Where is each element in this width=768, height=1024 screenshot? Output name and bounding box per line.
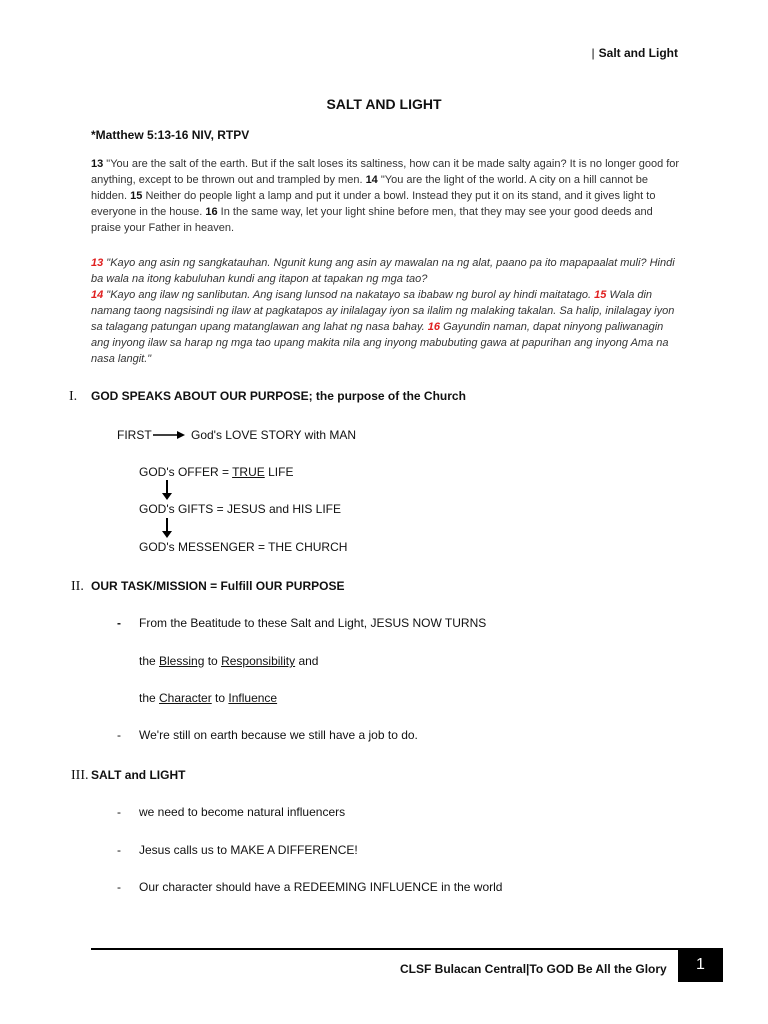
verse-reference: *Matthew 5:13-16 NIV, RTPV (91, 128, 250, 142)
bullet-dash: - (117, 616, 121, 630)
blessing-word: Blessing (159, 654, 205, 668)
section-number: I. (69, 389, 78, 404)
verse-text: "Kayo ang asin ng sangkatauhan. Ngunit kung ang asin ay mawalan na ng alat, paano pa ito mapapaalat muli? Hindi ba wala na itong kabuluhan kundi ang itapon at tapakan ng mga tao? (91, 257, 675, 285)
bullet-item: we need to become natural influencers (139, 805, 346, 819)
footer-divider (91, 948, 723, 950)
tagalog-passage (91, 255, 683, 367)
verse-number: 13 (91, 257, 104, 269)
gods-gifts-line: GOD's GIFTS = JESUS and HIS LIFE (139, 502, 342, 516)
bullet-dash: - (117, 880, 121, 894)
word: and (295, 654, 319, 668)
word: to (211, 691, 229, 705)
bullet-dash: - (117, 805, 121, 819)
section-heading-2 (71, 577, 84, 595)
offer-prefix: GOD's OFFER = (139, 465, 233, 479)
gods-offer-line (139, 465, 293, 479)
section-number: II. (71, 579, 84, 594)
character-line (139, 691, 277, 705)
english-passage (91, 156, 683, 236)
word: the (139, 691, 160, 705)
down-arrow-icon (166, 480, 168, 494)
verse-text: Gayundin naman, dapat ninyong paliwanagin ang inyong ilaw sa harap ng mga tao upang makita nila ang inyong mabubuting gawa at papurihan ang inyong Ama na nasa langit." (91, 321, 669, 365)
verse-text: "You are the light of the world. A city on a hill cannot be hidden. (91, 174, 648, 202)
verse-text: Neither do people light a lamp and put it under a bowl. Instead they put it on its stand, and it gives light to everyone in the house. (91, 190, 656, 218)
verse-number: 15 (130, 190, 143, 202)
offer-suffix: LIFE (264, 465, 294, 479)
verse-number: 16 (205, 206, 218, 218)
section-number: III. (71, 768, 89, 783)
first-label: FIRST (117, 428, 152, 442)
bullet-item: Our character should have a REDEEMING INFLUENCE in the world (139, 880, 503, 894)
verse-text: In the same way, let your light shine before men, that they may see your good deeds and praise your Father in heaven. (91, 206, 653, 234)
verse-number: 14 (91, 289, 104, 301)
verse-text: "You are the salt of the earth. But if the salt loses its saltiness, how can it be made salty again? It is no longer good for anything, except to be thrown out and trampled by men. (91, 158, 680, 186)
section-title-3: SALT and LIGHT (91, 768, 186, 782)
running-header (0, 46, 678, 60)
verse-number: 16 (427, 321, 441, 333)
document-title: SALT AND LIGHT (326, 96, 442, 112)
offer-underlined: TRUE (232, 465, 265, 479)
word: the (139, 654, 160, 668)
still-on-earth-line: We're still on earth because we still have a job to do. (139, 728, 418, 742)
section-title-1: GOD SPEAKS ABOUT OUR PURPOSE; the purpose of the Church (91, 389, 466, 403)
bullet-dash: - (117, 728, 121, 742)
influence-word: Influence (228, 691, 278, 705)
beatitude-line: From the Beatitude to these Salt and Light, JESUS NOW TURNS (139, 616, 487, 630)
bullet-dash: - (117, 843, 121, 857)
bullet-item: Jesus calls us to MAKE A DIFFERENCE! (139, 843, 358, 857)
responsibility-word: Responsibility (221, 654, 296, 668)
header-separator: | (591, 46, 595, 60)
section-heading-1 (69, 387, 77, 405)
gods-messenger-line: GOD's MESSENGER = THE CHURCH (139, 540, 348, 554)
footer-text: CLSF Bulacan Central|To GOD Be All the Glory (400, 962, 667, 976)
verse-number: 15 (594, 289, 607, 301)
character-word: Character (159, 691, 212, 705)
verse-text: "Kayo ang ilaw ng sanlibutan. Ang isang lunsod na nakatayo sa ibabaw ng burol ay hindi maitatago. (103, 289, 595, 301)
section-title-2: OUR TASK/MISSION = Fulfill OUR PURPOSE (91, 579, 345, 593)
down-arrow-icon (166, 518, 168, 532)
love-story-text: God's LOVE STORY with MAN (191, 428, 357, 442)
blessing-line (139, 654, 318, 668)
verse-number: 14 (365, 174, 378, 186)
page-number: 1 (678, 948, 723, 982)
verse-number: 13 (91, 158, 104, 170)
verse-text: Wala din namang taong nagsisindi ng ilaw at pagkatapos ay inilalagay iyon sa ilalim ng malaking takalan. Sa halip, inilalagay iyon sa talagang patungan upang matanglawan ang lahat ng nasa bahay. (91, 289, 675, 333)
header-title: Salt and Light (598, 46, 678, 60)
right-arrow-icon (152, 428, 186, 442)
word: to (204, 654, 222, 668)
section-heading-3 (71, 766, 89, 784)
